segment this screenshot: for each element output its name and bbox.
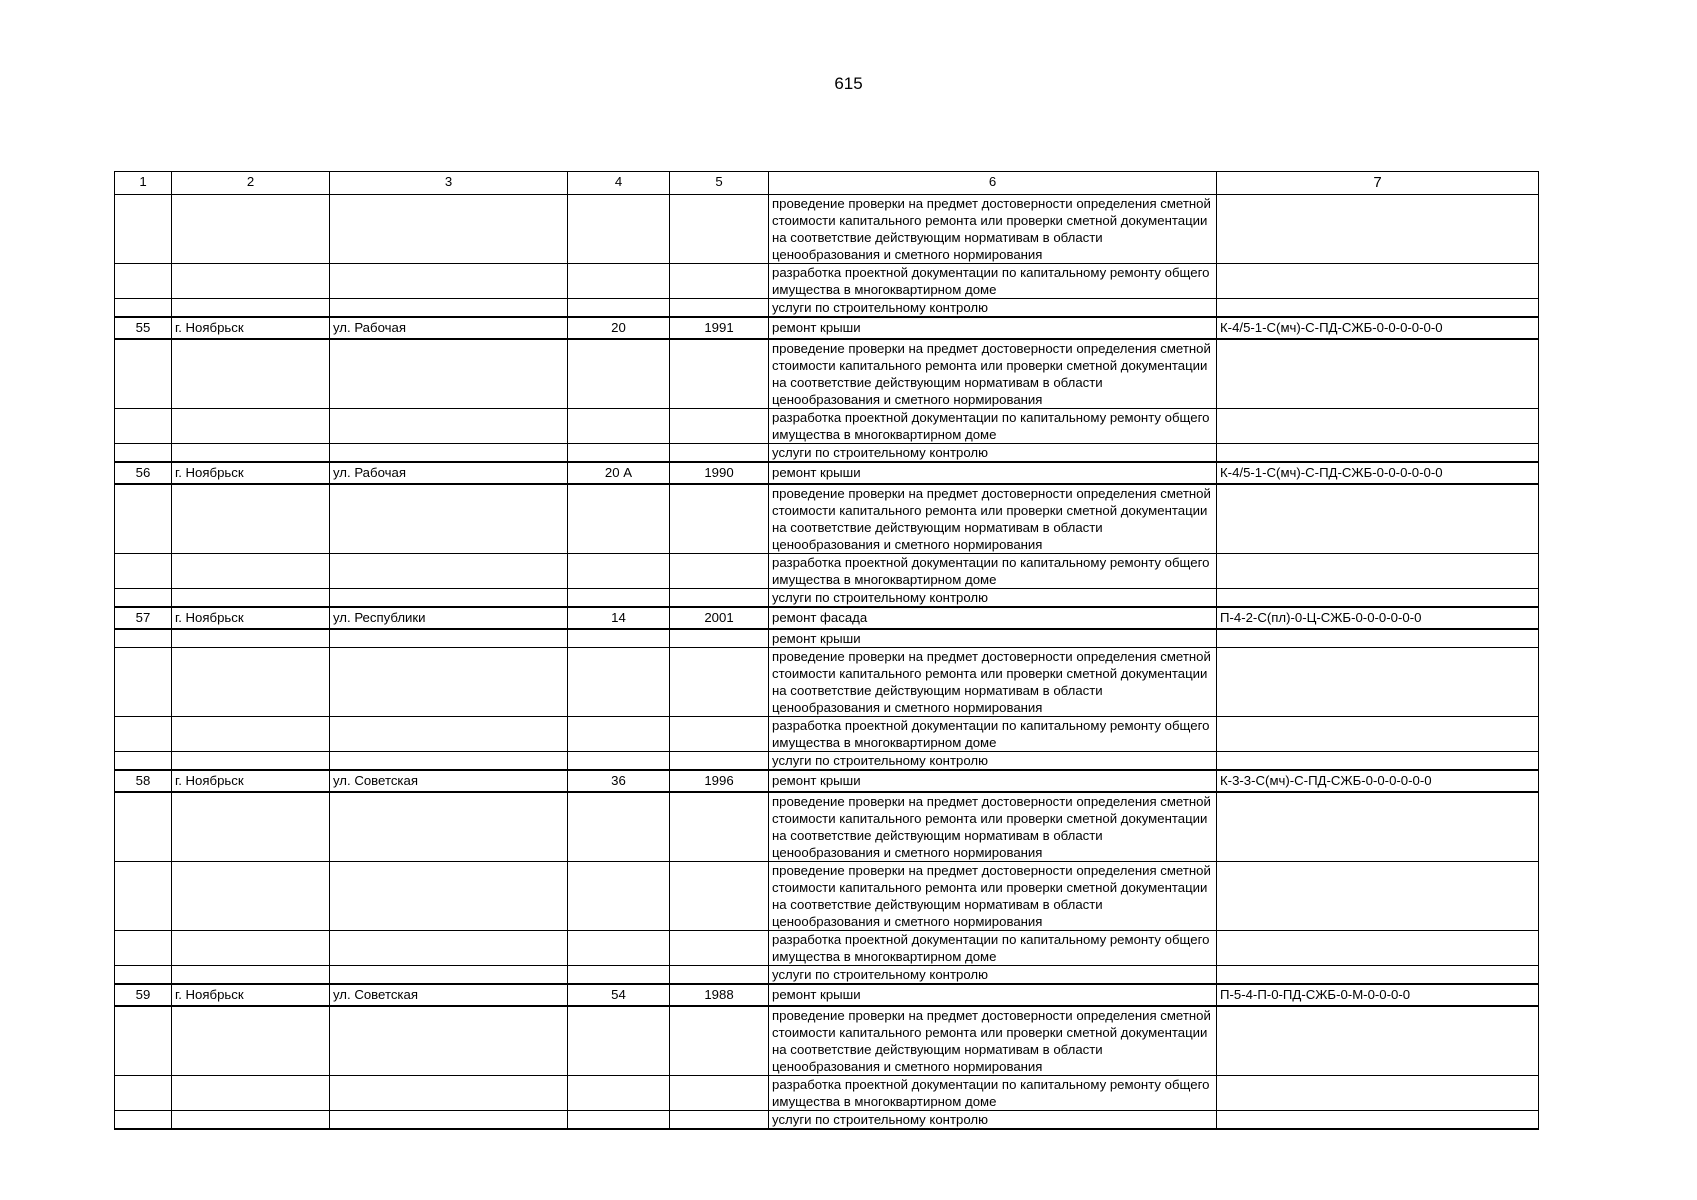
city-cell — [172, 484, 330, 554]
house-number-cell — [568, 264, 670, 299]
house-number-cell — [568, 862, 670, 931]
city-cell — [172, 444, 330, 463]
row-number-cell — [115, 589, 172, 608]
street-cell — [330, 931, 568, 966]
house-number-cell — [568, 1111, 670, 1130]
work-type-cell: проведение проверки на предмет достоверности определения сметной стоимости капитального ремонта или проверки сметной документации на соответствие действующим нормативам в области ценообразования и сметного нормирования — [769, 862, 1217, 931]
work-type-cell: проведение проверки на предмет достоверности определения сметной стоимости капитального ремонта или проверки сметной документации на соответствие действующим нормативам в области ценообразования и сметного нормирования — [769, 339, 1217, 409]
street-cell — [330, 195, 568, 264]
table-row-work — [115, 339, 1539, 409]
work-type-cell: услуги по строительному контролю — [769, 752, 1217, 771]
street-cell — [330, 752, 568, 771]
house-number-cell — [568, 484, 670, 554]
work-type-cell: ремонт крыши — [769, 317, 1217, 339]
city-cell — [172, 629, 330, 648]
street-cell — [330, 862, 568, 931]
code-cell: П-5-4-П-0-ПД-СЖБ-0-М-0-0-0-0 — [1217, 984, 1539, 1006]
work-type-cell: проведение проверки на предмет достоверности определения сметной стоимости капитального ремонта или проверки сметной документации на соответствие действующим нормативам в области ценообразования и сметного нормирования — [769, 792, 1217, 862]
work-type-cell: проведение проверки на предмет достоверности определения сметной стоимости капитального ремонта или проверки сметной документации на соответствие действующим нормативам в области ценообразования и сметного нормирования — [769, 648, 1217, 717]
table-row-work — [115, 195, 1539, 264]
house-number-cell — [568, 299, 670, 318]
code-cell: К-4/5-1-С(мч)-С-ПД-СЖБ-0-0-0-0-0-0 — [1217, 462, 1539, 484]
work-type-cell: проведение проверки на предмет достоверности определения сметной стоимости капитального ремонта или проверки сметной документации на соответствие действующим нормативам в области ценообразования и сметного нормирования — [769, 1006, 1217, 1076]
year-cell — [670, 931, 769, 966]
row-number-cell — [115, 264, 172, 299]
street-cell — [330, 1076, 568, 1111]
street-cell — [330, 589, 568, 608]
row-number-cell: 59 — [115, 984, 172, 1006]
house-number-cell — [568, 409, 670, 444]
row-number-cell — [115, 409, 172, 444]
year-cell — [670, 1111, 769, 1130]
row-number-cell — [115, 717, 172, 752]
header-cell-1: 1 — [115, 172, 172, 195]
code-cell — [1217, 1006, 1539, 1076]
city-cell — [172, 717, 330, 752]
street-cell — [330, 1111, 568, 1130]
code-cell — [1217, 862, 1539, 931]
city-cell — [172, 752, 330, 771]
row-number-cell — [115, 966, 172, 985]
city-cell — [172, 589, 330, 608]
work-type-cell: ремонт крыши — [769, 770, 1217, 792]
code-cell — [1217, 554, 1539, 589]
row-number-cell — [115, 752, 172, 771]
work-type-cell: разработка проектной документации по капитальному ремонту общего имущества в многоквартирном доме — [769, 1076, 1217, 1111]
street-cell: ул. Республики — [330, 607, 568, 629]
code-cell — [1217, 966, 1539, 985]
table-row-building — [115, 984, 1539, 1006]
year-cell — [670, 339, 769, 409]
work-type-cell: разработка проектной документации по капитальному ремонту общего имущества в многоквартирном доме — [769, 554, 1217, 589]
street-cell — [330, 648, 568, 717]
code-cell — [1217, 444, 1539, 463]
street-cell — [330, 792, 568, 862]
table-row-work — [115, 648, 1539, 717]
work-type-cell: услуги по строительному контролю — [769, 966, 1217, 985]
house-number-cell: 20 А — [568, 462, 670, 484]
table-row-work — [115, 1006, 1539, 1076]
city-cell — [172, 1006, 330, 1076]
table-row-building — [115, 770, 1539, 792]
table-row-work — [115, 752, 1539, 771]
row-number-cell — [115, 648, 172, 717]
street-cell: ул. Советская — [330, 770, 568, 792]
row-number-cell — [115, 299, 172, 318]
street-cell — [330, 409, 568, 444]
city-cell — [172, 966, 330, 985]
code-cell — [1217, 589, 1539, 608]
table-row-work — [115, 629, 1539, 648]
street-cell — [330, 299, 568, 318]
header-cell-4: 4 — [568, 172, 670, 195]
table-row-work — [115, 931, 1539, 966]
table-row-building — [115, 317, 1539, 339]
year-cell — [670, 484, 769, 554]
street-cell — [330, 717, 568, 752]
row-number-cell — [115, 792, 172, 862]
table-row-work — [115, 299, 1539, 318]
city-cell: г. Ноябрьск — [172, 984, 330, 1006]
work-type-cell: ремонт фасада — [769, 607, 1217, 629]
year-cell — [670, 554, 769, 589]
street-cell: ул. Рабочая — [330, 462, 568, 484]
year-cell — [670, 862, 769, 931]
street-cell — [330, 1006, 568, 1076]
header-cell-6: 6 — [769, 172, 1217, 195]
year-cell — [670, 589, 769, 608]
work-type-cell: разработка проектной документации по капитальному ремонту общего имущества в многоквартирном доме — [769, 931, 1217, 966]
year-cell: 1991 — [670, 317, 769, 339]
city-cell — [172, 554, 330, 589]
city-cell — [172, 1076, 330, 1111]
city-cell — [172, 862, 330, 931]
year-cell — [670, 648, 769, 717]
street-cell — [330, 629, 568, 648]
house-number-cell — [568, 195, 670, 264]
code-cell: К-4/5-1-С(мч)-С-ПД-СЖБ-0-0-0-0-0-0 — [1217, 317, 1539, 339]
code-cell — [1217, 1111, 1539, 1130]
year-cell: 2001 — [670, 607, 769, 629]
code-cell — [1217, 629, 1539, 648]
street-cell — [330, 484, 568, 554]
year-cell: 1988 — [670, 984, 769, 1006]
city-cell — [172, 339, 330, 409]
house-number-cell — [568, 629, 670, 648]
code-cell — [1217, 792, 1539, 862]
row-number-cell — [115, 1111, 172, 1130]
row-number-cell — [115, 1076, 172, 1111]
city-cell: г. Ноябрьск — [172, 462, 330, 484]
row-number-cell — [115, 931, 172, 966]
row-number-cell — [115, 1006, 172, 1076]
table-row-work — [115, 264, 1539, 299]
header-cell-3: 3 — [330, 172, 568, 195]
code-cell — [1217, 752, 1539, 771]
house-number-cell — [568, 752, 670, 771]
row-number-cell: 57 — [115, 607, 172, 629]
table-header-row — [115, 172, 1539, 195]
city-cell — [172, 299, 330, 318]
table-body — [115, 172, 1539, 1130]
row-number-cell — [115, 629, 172, 648]
year-cell — [670, 264, 769, 299]
code-cell — [1217, 339, 1539, 409]
street-cell — [330, 554, 568, 589]
work-type-cell: услуги по строительному контролю — [769, 1111, 1217, 1130]
header-cell-7: 7 — [1217, 172, 1539, 195]
street-cell: ул. Советская — [330, 984, 568, 1006]
table-row-work — [115, 862, 1539, 931]
row-number-cell — [115, 554, 172, 589]
house-number-cell: 36 — [568, 770, 670, 792]
year-cell — [670, 1076, 769, 1111]
street-cell — [330, 966, 568, 985]
house-number-cell — [568, 339, 670, 409]
year-cell — [670, 629, 769, 648]
row-number-cell — [115, 862, 172, 931]
code-cell: П-4-2-С(пл)-0-Ц-СЖБ-0-0-0-0-0-0 — [1217, 607, 1539, 629]
house-number-cell — [568, 1006, 670, 1076]
code-cell — [1217, 484, 1539, 554]
house-number-cell — [568, 589, 670, 608]
house-number-cell — [568, 792, 670, 862]
capital-repair-table — [114, 171, 1539, 1130]
row-number-cell: 55 — [115, 317, 172, 339]
table-row-work — [115, 554, 1539, 589]
table-row-work — [115, 717, 1539, 752]
row-number-cell: 56 — [115, 462, 172, 484]
code-cell — [1217, 195, 1539, 264]
work-type-cell: проведение проверки на предмет достоверности определения сметной стоимости капитального ремонта или проверки сметной документации на соответствие действующим нормативам в области ценообразования и сметного нормирования — [769, 195, 1217, 264]
table-row-work — [115, 1111, 1539, 1130]
table-row-work — [115, 792, 1539, 862]
header-cell-5: 5 — [670, 172, 769, 195]
house-number-cell — [568, 648, 670, 717]
work-type-cell: ремонт крыши — [769, 462, 1217, 484]
city-cell: г. Ноябрьск — [172, 607, 330, 629]
year-cell: 1990 — [670, 462, 769, 484]
house-number-cell — [568, 966, 670, 985]
street-cell: ул. Рабочая — [330, 317, 568, 339]
house-number-cell — [568, 1076, 670, 1111]
year-cell — [670, 195, 769, 264]
work-type-cell: услуги по строительному контролю — [769, 444, 1217, 463]
year-cell — [670, 717, 769, 752]
house-number-cell: 54 — [568, 984, 670, 1006]
work-type-cell: услуги по строительному контролю — [769, 589, 1217, 608]
table-row-work — [115, 409, 1539, 444]
city-cell: г. Ноябрьск — [172, 770, 330, 792]
code-cell — [1217, 299, 1539, 318]
header-cell-2: 2 — [172, 172, 330, 195]
work-type-cell: ремонт крыши — [769, 984, 1217, 1006]
page-number: 615 — [834, 74, 863, 93]
street-cell — [330, 339, 568, 409]
year-cell — [670, 752, 769, 771]
city-cell — [172, 409, 330, 444]
work-type-cell: разработка проектной документации по капитальному ремонту общего имущества в многоквартирном доме — [769, 409, 1217, 444]
row-number-cell — [115, 484, 172, 554]
table-row-building — [115, 462, 1539, 484]
code-cell: К-3-3-С(мч)-С-ПД-СЖБ-0-0-0-0-0-0 — [1217, 770, 1539, 792]
house-number-cell — [568, 931, 670, 966]
house-number-cell — [568, 554, 670, 589]
city-cell — [172, 792, 330, 862]
row-number-cell: 58 — [115, 770, 172, 792]
code-cell — [1217, 1076, 1539, 1111]
house-number-cell: 20 — [568, 317, 670, 339]
street-cell — [330, 264, 568, 299]
house-number-cell — [568, 444, 670, 463]
city-cell — [172, 1111, 330, 1130]
code-cell — [1217, 409, 1539, 444]
work-type-cell: разработка проектной документации по капитальному ремонту общего имущества в многоквартирном доме — [769, 717, 1217, 752]
work-type-cell: разработка проектной документации по капитальному ремонту общего имущества в многоквартирном доме — [769, 264, 1217, 299]
year-cell — [670, 792, 769, 862]
work-type-cell: услуги по строительному контролю — [769, 299, 1217, 318]
house-number-cell — [568, 717, 670, 752]
year-cell — [670, 299, 769, 318]
table-row-work — [115, 444, 1539, 463]
code-cell — [1217, 931, 1539, 966]
table-row-work — [115, 589, 1539, 608]
city-cell — [172, 648, 330, 717]
year-cell: 1996 — [670, 770, 769, 792]
work-type-cell: ремонт крыши — [769, 629, 1217, 648]
table-row-work — [115, 966, 1539, 985]
table-row-building — [115, 607, 1539, 629]
street-cell — [330, 444, 568, 463]
table-row-work — [115, 484, 1539, 554]
code-cell — [1217, 264, 1539, 299]
table-row-work — [115, 1076, 1539, 1111]
row-number-cell — [115, 195, 172, 264]
year-cell — [670, 966, 769, 985]
city-cell — [172, 195, 330, 264]
code-cell — [1217, 717, 1539, 752]
house-number-cell: 14 — [568, 607, 670, 629]
row-number-cell — [115, 444, 172, 463]
city-cell — [172, 931, 330, 966]
year-cell — [670, 444, 769, 463]
city-cell: г. Ноябрьск — [172, 317, 330, 339]
code-cell — [1217, 648, 1539, 717]
year-cell — [670, 409, 769, 444]
year-cell — [670, 1006, 769, 1076]
work-type-cell: проведение проверки на предмет достоверности определения сметной стоимости капитального ремонта или проверки сметной документации на соответствие действующим нормативам в области ценообразования и сметного нормирования — [769, 484, 1217, 554]
city-cell — [172, 264, 330, 299]
row-number-cell — [115, 339, 172, 409]
